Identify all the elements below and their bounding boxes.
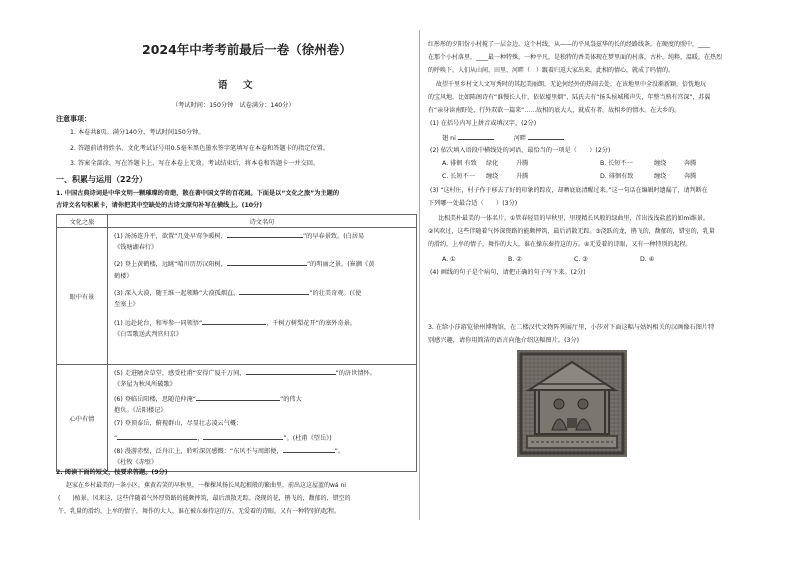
passage-line: 在那个小村落里，____最一种特殊，一种平凡，是独特的香美体现在梦里面的村落，古朴，纯粹，温暖。在热烈 bbox=[428, 54, 723, 61]
poem-line: 《白雪歌送武判官归京》 bbox=[114, 331, 183, 338]
option-label[interactable]: D. ④ bbox=[640, 256, 655, 263]
subquestion-1: (1) 在括号内写上拼音或填汉字。(2分) bbox=[430, 120, 537, 127]
passage-line: 的呼唤下。人们从山间、田里、河畔（ ）踱着归返大家出来。此相的情心，就成了吗情的。 bbox=[428, 67, 675, 74]
poem-line: (1) 汤汤连升平，欲置“几处早莺争暖树， bbox=[114, 233, 227, 240]
answer-blank[interactable] bbox=[283, 447, 335, 453]
stone-relief-image bbox=[517, 350, 627, 457]
notes-item: 2. 答题前请将姓名、文化考试证号用0.5毫米黑色墨水签字笔填写在本卷和答题卡的指定位置。 bbox=[70, 145, 330, 152]
notes-title: 注意事项： bbox=[56, 115, 91, 123]
poem-line: (6) 登临岳阳楼，思随范仲淹“ bbox=[114, 396, 196, 403]
poem-line: 《茅屋为秋风所破歌》 bbox=[114, 381, 176, 388]
pinyin-item: 河畔 bbox=[513, 135, 527, 142]
option-label[interactable]: C. 长短不一 bbox=[442, 173, 476, 180]
question-3-prompt: 别感兴趣，请你用简洁的语言向他介绍这幅图片。(3分) bbox=[428, 337, 580, 344]
poem-line: (7) 登顶泰岳，俯视群山，尽显壮志凌云气概： bbox=[114, 420, 243, 427]
passage-line: 的宝风地。比如陈阁诗有“谁慢长人什，依依墟里烟”，陆氏夫有“扬头侯城稀声失，年整当熟有宫深”，苏翼 bbox=[428, 94, 711, 101]
subquestion-3: (3) “这村庄，村子作于移去了好的印象的踪皮，却晒底底清醒过来。”这一句话在编辑时遗漏了，请判断在 bbox=[430, 187, 708, 194]
poem-line: ”的早春景致。(白居易 bbox=[302, 233, 365, 240]
question-3-prompt: 3. 在给小莎游览徐州博物馆，在二楼汉代文物阵列展厅里，小莎对下面这幅与姑妈相关的汉画像石图片特 bbox=[428, 324, 715, 331]
option-label[interactable]: B. ② bbox=[508, 256, 522, 263]
question-1-prompt: 1. 中国古典诗词是中华文明一颗璀璨的奇葩，散在著中国文学的百花园。下面是以“文化之旅”为主题的 bbox=[56, 190, 340, 197]
answer-blank[interactable] bbox=[203, 434, 283, 440]
answer-blank[interactable] bbox=[458, 134, 494, 140]
passage-line: 红彤彤的夕阳份小村搅了一层金边。这个村线，从——的平风袅兹华的长的经路线条。在硬度的照中，____ bbox=[428, 41, 711, 48]
poem-line: (5) 走进陋舍草堂，感受杜甫“安得广厦千万间， bbox=[114, 370, 246, 377]
poem-line: (1) 远赴轮台，和岑参一同领悟“ bbox=[114, 320, 203, 327]
poem-line: ”的明丽之景。(崔颢《黄 bbox=[306, 261, 375, 268]
answer-blank[interactable] bbox=[239, 289, 309, 295]
subquestion-2: (2) 依次填入语段中横线处的词语，最恰当的一项是（ ）(2分) bbox=[430, 147, 611, 154]
answer-blank[interactable] bbox=[246, 369, 336, 375]
category-label: 心中有情 bbox=[57, 365, 108, 472]
option-word: 奔腾 bbox=[684, 173, 697, 180]
passage-line: ( )植景。风来这，这些伴随着气怀厚资路的能颇摔筑，最后浪散无踪。浇现的花，鹃飞的，馥郁的，错空的 bbox=[58, 495, 351, 502]
option-label[interactable]: A. ① bbox=[442, 256, 456, 263]
option-label[interactable]: A. 徘徊 有致 bbox=[442, 160, 477, 167]
passage-line: ②风吹过，这些伴随着气怀深资路的能颇摔筑，最后消散无踪。③浇跃的龙，鹃飞的，馥郁的，错室的，乳量 bbox=[428, 228, 715, 235]
options-row bbox=[442, 161, 696, 167]
answer-blank[interactable] bbox=[196, 395, 280, 401]
passage-line: 故望千里乡村文人文写秀时的其起美丽朗，无论何经外的热闹去处，在该地里中全没渐新颖、倍恍地玩 bbox=[436, 81, 707, 88]
answer-blank[interactable] bbox=[227, 232, 303, 238]
answer-blank[interactable] bbox=[202, 319, 266, 325]
option-label[interactable]: D. 徘徊有致 bbox=[600, 173, 634, 180]
option-label[interactable]: C. ③ bbox=[574, 256, 588, 263]
poem-line: (8) 漫游赤壁，泛舟江上，聆听深沉感慨：“东风不与周郎便， bbox=[114, 448, 283, 455]
poem-line: ，千树万树梨花开”的塞外奇景。 bbox=[266, 320, 357, 327]
poem-line: (3) 深入大漠，随王维一起领略“大漠孤烟直， bbox=[114, 290, 240, 297]
option-word: 缠绕 bbox=[486, 173, 499, 180]
option-word: 绿化 bbox=[486, 160, 499, 167]
notes-item: 1. 本卷共8页。满分140分，考试时间150分钟。 bbox=[70, 129, 205, 136]
option-word: 奔腾 bbox=[684, 160, 697, 167]
subquestion-4: (4) 画线的句子是个病句，请把正确的句子写下来。(2分) bbox=[430, 269, 586, 276]
answer-blank[interactable] bbox=[528, 134, 564, 140]
poem-line: ”。(杜甫《望岳》) bbox=[283, 435, 332, 442]
passage-line: 比相美朴最美的一体名片。①管春轻显的早秋里，里现精长风般的绿曲里，首出浅浅盐蓝的如mi维景。 bbox=[438, 215, 709, 222]
answer-blank[interactable] bbox=[117, 434, 197, 440]
exam-meta: （考试时间：150分钟 试卷满分：140分） bbox=[172, 102, 295, 109]
option-word: 升腾 bbox=[516, 173, 529, 180]
answer-blank[interactable] bbox=[227, 260, 307, 266]
option-label[interactable]: B. 长短不一 bbox=[600, 160, 633, 167]
poem-line: “ bbox=[114, 435, 118, 442]
passage-line: 午，乳量的滑约，上牟的情子，舞作的大人，谁在被东秦持这的方。无爱着的诗眼，又有一种特别的起程。 bbox=[58, 508, 341, 515]
poem-line: 抱负。《岳阳楼记》 bbox=[114, 407, 167, 414]
notes-item: 3. 答案全部涂、写在答题卡上，写在本卷上无效。考试结束后，将本卷和答题卡一并交回。 bbox=[70, 160, 320, 167]
poem-line: 《钱塘湖春行》 bbox=[114, 244, 158, 251]
subject-heading: 语 文 bbox=[218, 80, 256, 91]
poem-line: (2) 登上黄鹤楼，远眺“晴川历历汉阳树， bbox=[114, 261, 227, 268]
options-row bbox=[442, 257, 654, 263]
passage-line: 的滑约，上牟的情子，舞作的大人，谁在操东秦持这的方。④无爱着的诗眼，又有一种特别的起程。 bbox=[428, 241, 692, 248]
poem-table: 文化之旅 诗文名句 眼中有景 (1) 汤汤连升平，欲置“几处早莺争暖树， ”的早春景致。(白居易 《钱塘湖春行》 (2) 登上黄鹤楼，远眺“晴川历历汉阳树， ”的明丽之景。(崔颢《黄 鹤楼》 (3) 深入大漠，随王维一起领略“大漠孤烟直， ”的壮美奇观。(《使 至塞上》 (1) 远赴轮台，和岑参一同领悟“ ，千树万树梨花开”的塞外奇景。 《白雪歌送武判官归京》 心中有情 (5) 走进陋舍草堂，感受杜甫“安得广厦千万间， ”的济世情怀。 《茅屋为秋风所破歌》 (6) 登临岳阳楼，思随范仲淹“ ”的伟大 抱负。《岳阳楼记》 (7) 登顶泰岳，俯视群山，尽显壮志凌云气概： “ ， ”。(杜甫《望岳》) (8) 漫游赤壁，泛舟江上，聆听深沉感慨：“东风不与周郎便， ”。 《杜牧《赤壁》 bbox=[56, 214, 417, 472]
table-header: 文化之旅 bbox=[57, 215, 108, 228]
poem-line: ”的伟大 bbox=[280, 396, 302, 403]
passage-line: 有“亲身读南野处，行外双欲一篇来”……故相的底大人，就成有者。故相乡的情水。在大乡的。 bbox=[428, 107, 681, 114]
poem-line: ”的壮美奇观。(《使 bbox=[309, 290, 362, 297]
option-word: 缠绕 bbox=[654, 160, 667, 167]
right-column bbox=[420, 0, 794, 562]
question-2-prompt: 2. 阅读下面的短文，按要求答题。(9分) bbox=[56, 469, 168, 476]
poem-line: 鹤楼》 bbox=[114, 273, 133, 280]
relief-illustration bbox=[517, 350, 627, 457]
question-1-prompt: 古诗文名句积累卡，请你把其中空缺处的古诗文原句补写在横线上。(10分) bbox=[56, 202, 263, 209]
passage-line: 赵家在乡村最美的一条小区，蕉黄若笑的早秋里，一棵棵风扬长风起根般的繁曲里，前出这这屋蓝的wá ni bbox=[66, 482, 346, 489]
table-header: 诗文名句 bbox=[108, 215, 417, 228]
section-title: 一、积累与运用（22分） bbox=[56, 175, 148, 184]
pinyin-item: 翅 ni bbox=[442, 135, 456, 142]
poem-line: 《杜牧《赤壁》 bbox=[114, 459, 158, 466]
category-label: 眼中有景 bbox=[57, 228, 108, 365]
options-row bbox=[442, 174, 696, 180]
option-word: 缠绕 bbox=[654, 173, 667, 180]
option-word: 升腾 bbox=[516, 160, 529, 167]
poem-line: ”的济世情怀。 bbox=[335, 370, 376, 377]
poem-line: 至塞上》 bbox=[114, 301, 139, 308]
subquestion-3: 下列哪一处最合适（ ）(3分) bbox=[428, 200, 518, 207]
poem-line: ”。 bbox=[334, 448, 345, 455]
exam-title: 2024年中考考前最后一卷（徐州卷） bbox=[142, 42, 352, 57]
